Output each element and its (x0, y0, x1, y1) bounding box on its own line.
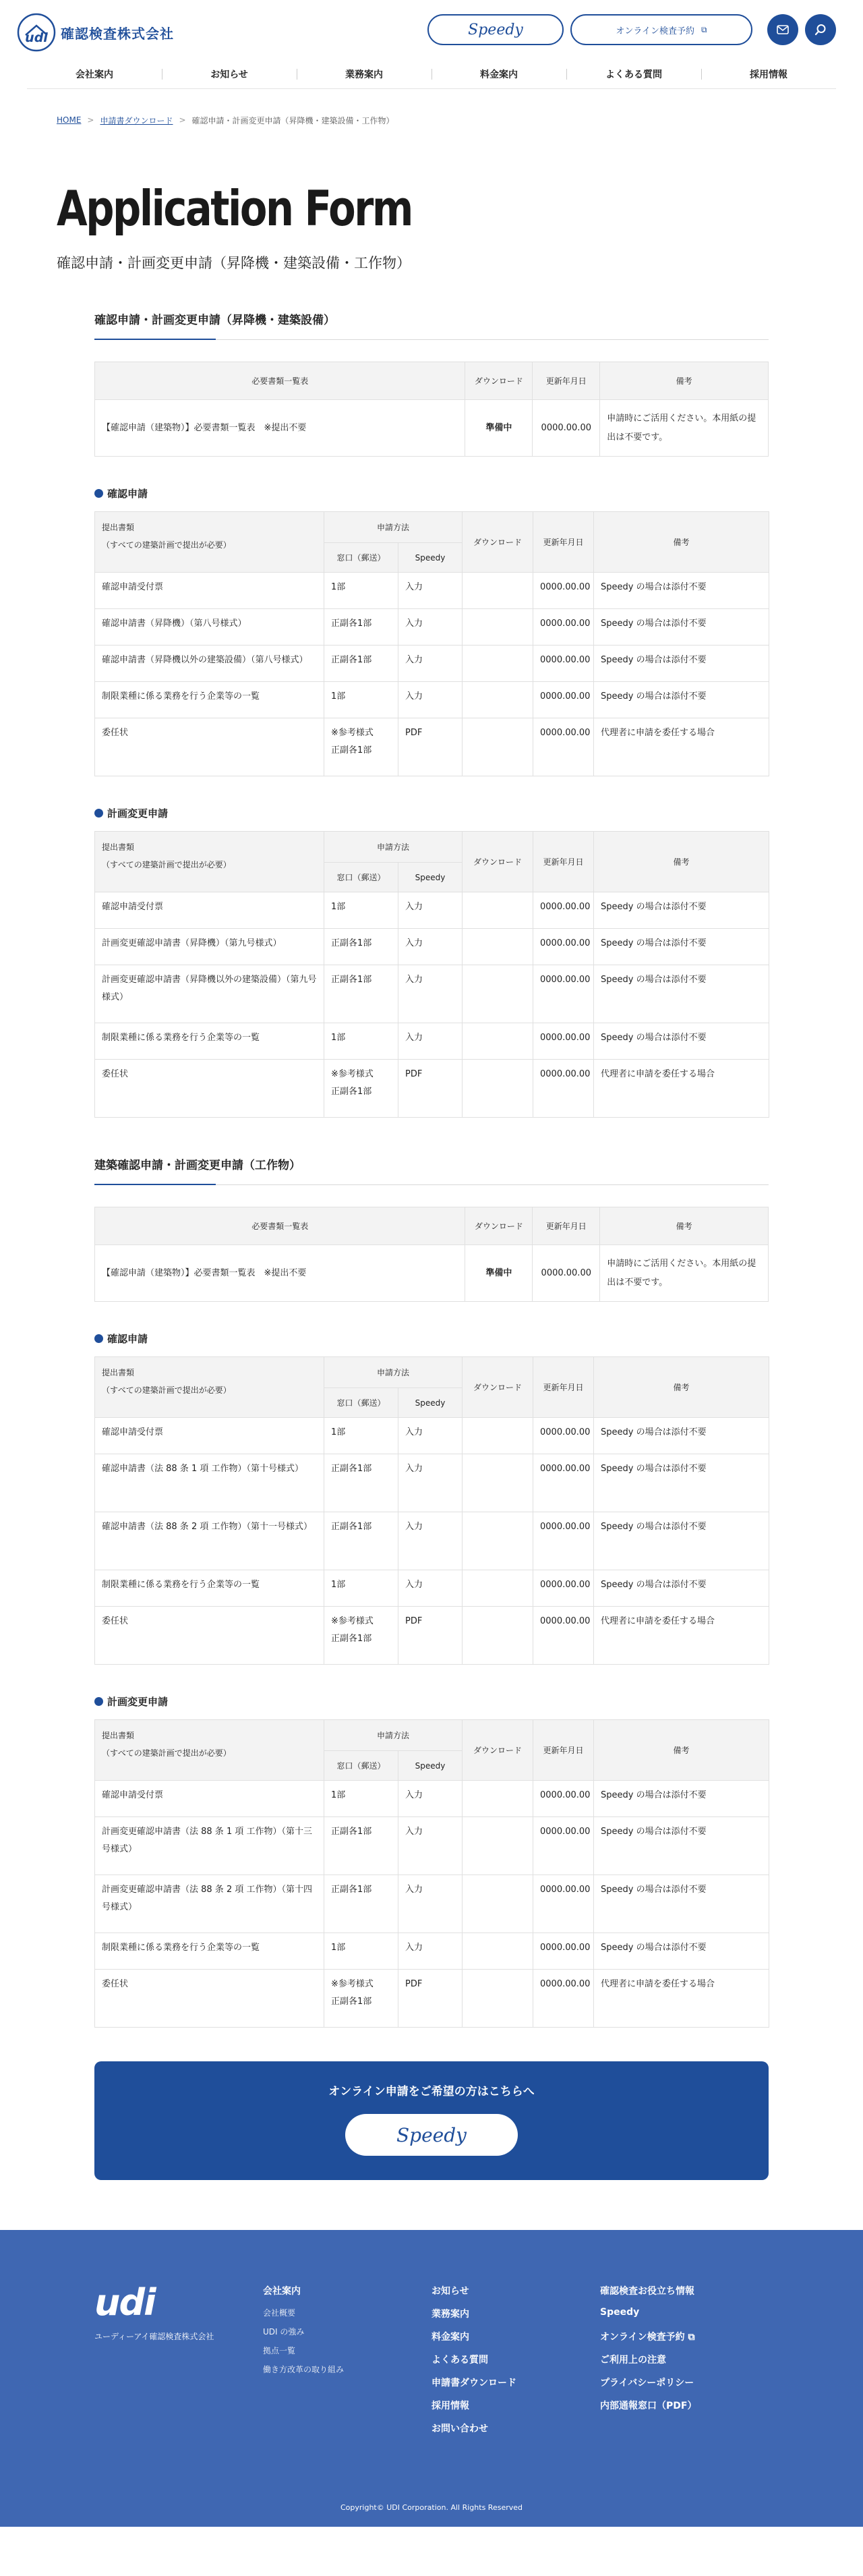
cell-download (463, 929, 533, 965)
cell-download (463, 573, 533, 609)
cell-download (463, 1060, 533, 1118)
cell-speedy: 入力 (398, 1512, 463, 1570)
cell-doc: 確認申請書（法 88 条 1 項 工作物）（第十号様式） (95, 1454, 324, 1512)
cell-doc: 制限業種に係る業務を行う企業等の一覧 (95, 1933, 324, 1970)
footer-col-info (600, 2284, 696, 2422)
cell-note: Speedy の場合は添付不要 (594, 1418, 769, 1454)
cell-window: 1部 (324, 682, 398, 718)
col-header-download: ダウンロード (463, 1357, 533, 1418)
footer-sublink[interactable]: 会社概要 (263, 2308, 296, 2318)
site-header (0, 0, 863, 59)
cell-window: ※参考様式 正副各1部 (324, 1607, 398, 1665)
col-header-speedy: Speedy (398, 1388, 463, 1418)
cell-window: 正副各1部 (324, 609, 398, 646)
cell-window: 正副各1部 (324, 1875, 398, 1933)
cell-date: 0000.00.00 (533, 1781, 594, 1817)
cell-date: 0000.00.00 (533, 573, 594, 609)
cell-window: 1部 (324, 1933, 398, 1970)
cell-date: 0000.00.00 (533, 646, 594, 682)
cell-date: 0000.00.00 (533, 400, 600, 457)
nav-item-news[interactable]: お知らせ (162, 59, 297, 88)
cell-speedy: 入力 (398, 1817, 463, 1875)
cell-note: 代理者に申請を委任する場合 (594, 1970, 769, 2028)
cell-date: 0000.00.00 (533, 1418, 594, 1454)
cell-window: 正副各1部 (324, 929, 398, 965)
cell-window: ※参考様式 正副各1部 (324, 718, 398, 776)
bullet-icon (94, 1697, 103, 1706)
cell-date: 0000.00.00 (533, 1512, 594, 1570)
col-header-method: 申請方法 (324, 1357, 463, 1388)
section-heading: 建築確認申請・計画変更申請（工作物） (94, 1155, 769, 1185)
document-table (94, 1356, 769, 1665)
table-row (95, 1817, 769, 1875)
col-header: 必要書類一覧表 (95, 362, 465, 400)
footer-link[interactable]: 会社案内 (263, 2286, 301, 2297)
footer-link[interactable]: お知らせ (432, 2286, 469, 2297)
footer-link[interactable]: 業務案内 (432, 2309, 469, 2320)
cell-note: Speedy の場合は添付不要 (594, 1023, 769, 1060)
group-heading (94, 1694, 769, 1709)
table-row (95, 718, 769, 776)
cell-speedy: 入力 (398, 1454, 463, 1512)
footer-link[interactable]: お問い合わせ (432, 2424, 488, 2434)
cell-window: 1部 (324, 573, 398, 609)
group-heading-label: 確認申請 (107, 1333, 148, 1345)
cell-note: 申請時にご活用ください。本用紙の提出は不要です。 (600, 1245, 769, 1302)
footer-link[interactable]: よくある質問 (432, 2355, 488, 2366)
logo-company-name: 確認検査株式会社 (61, 25, 174, 42)
col-header-download: ダウンロード (463, 832, 533, 892)
table-header-row (95, 1207, 769, 1245)
cell-window: ※参考様式 正副各1部 (324, 1970, 398, 2028)
col-header-download: ダウンロード (463, 1720, 533, 1781)
cell-note: 代理者に申請を委任する場合 (594, 1607, 769, 1665)
col-header-doc: 提出書類 （すべての建築計画で提出が必要） (95, 1357, 324, 1418)
footer-link[interactable]: 内部通報窓口（PDF） (600, 2401, 697, 2411)
summary-table (94, 362, 769, 457)
cell-speedy: 入力 (398, 1933, 463, 1970)
cell-note: Speedy の場合は添付不要 (594, 609, 769, 646)
cell-speedy: 入力 (398, 1570, 463, 1607)
table-row (95, 1060, 769, 1118)
cell-date: 0000.00.00 (533, 1933, 594, 1970)
cell-doc: 確認申請書（昇降機以外の建築設備）（第八号様式） (95, 646, 324, 682)
cell-download (463, 609, 533, 646)
search-icon (814, 24, 827, 36)
footer-sublink[interactable]: 働き方改革の取り組み (263, 2365, 345, 2374)
table-row (95, 1512, 769, 1570)
col-header-date: 更新年月日 (533, 1357, 594, 1418)
cell-speedy: PDF (398, 1060, 463, 1118)
cell-speedy: 入力 (398, 965, 463, 1023)
section-heading: 確認申請・計画変更申請（昇降機・建築設備） (94, 310, 769, 340)
cell-window: 正副各1部 (324, 1454, 398, 1512)
col-header-window: 窓口（郵送） (324, 1388, 398, 1418)
footer-link-external[interactable] (600, 2330, 696, 2353)
col-header-download: ダウンロード (463, 512, 533, 573)
table-row (95, 1570, 769, 1607)
nav-item-pricing[interactable]: 料金案内 (432, 59, 566, 88)
cell-note: Speedy の場合は添付不要 (594, 1454, 769, 1512)
cta-speedy-button[interactable]: Speedy (345, 2114, 518, 2156)
col-header-speedy: Speedy (398, 863, 463, 892)
col-header: 必要書類一覧表 (95, 1207, 465, 1245)
mail-icon (777, 25, 789, 34)
copyright: Copyright© UDI Corporation. All Rights Reserved (340, 2503, 523, 2512)
cell-download (463, 1781, 533, 1817)
col-header-window: 窓口（郵送） (324, 1751, 398, 1781)
cell-window: 正副各1部 (324, 965, 398, 1023)
cell-download (463, 646, 533, 682)
table-row (95, 573, 769, 609)
cell-window: 1部 (324, 1781, 398, 1817)
cell-doc: 計画変更確認申請書（法 88 条 1 項 工作物）（第十三号様式） (95, 1817, 324, 1875)
table-header-row (95, 1357, 769, 1388)
col-header-window: 窓口（郵送） (324, 863, 398, 892)
table-header-row (95, 832, 769, 863)
col-header: 更新年月日 (533, 362, 600, 400)
external-link-icon: ⧉ (701, 24, 707, 34)
external-link-icon: ⧉ (688, 2332, 695, 2343)
cell-download (463, 892, 533, 929)
site-footer (0, 2230, 863, 2527)
cell-note: Speedy の場合は添付不要 (594, 965, 769, 1023)
col-header-doc: 提出書類 （すべての建築計画で提出が必要） (95, 832, 324, 892)
cell-speedy: 入力 (398, 1418, 463, 1454)
table-header-row (95, 362, 769, 400)
cell-download (463, 1817, 533, 1875)
cell-date: 0000.00.00 (533, 682, 594, 718)
speedy-button[interactable]: Speedy (427, 14, 564, 45)
bullet-icon (94, 1334, 103, 1343)
page-title: Application Form (57, 180, 412, 237)
cell-date: 0000.00.00 (533, 1023, 594, 1060)
col-header: 備考 (600, 362, 769, 400)
cell-date: 0000.00.00 (533, 1245, 600, 1302)
footer-link[interactable]: プライバシーポリシー (600, 2378, 694, 2388)
site-logo[interactable] (16, 12, 174, 53)
online-reservation-label: オンライン検査予約 (616, 26, 695, 36)
col-header-speedy: Speedy (398, 1751, 463, 1781)
nav-item-services[interactable]: 業務案内 (297, 59, 432, 88)
table-row (95, 965, 769, 1023)
udi-logo-icon (16, 12, 57, 53)
col-header: 更新年月日 (533, 1207, 600, 1245)
cell-doc: 委任状 (95, 718, 324, 776)
cell-note: Speedy の場合は添付不要 (594, 929, 769, 965)
group-heading (94, 1332, 769, 1346)
table-row (95, 1781, 769, 1817)
cell-doc: 確認申請受付票 (95, 892, 324, 929)
col-header-method: 申請方法 (324, 832, 463, 863)
cell-window: 1部 (324, 1570, 398, 1607)
cell-date: 0000.00.00 (533, 929, 594, 965)
main-content (94, 310, 769, 2028)
nav-item-company[interactable]: 会社案内 (76, 69, 113, 80)
breadcrumb-current: 確認申請・計画変更申請（昇降機・建築設備・工作物） (191, 115, 394, 125)
cell-doc: 計画変更確認申請書（昇降機）（第九号様式） (95, 929, 324, 965)
table-row (95, 1245, 769, 1302)
col-header-date: 更新年月日 (533, 1720, 594, 1781)
online-reservation-button[interactable] (570, 14, 752, 45)
col-header-note: 備考 (594, 1720, 769, 1781)
cell-speedy: 入力 (398, 929, 463, 965)
col-header-doc: 提出書類 （すべての建築計画で提出が必要） (95, 512, 324, 573)
cell-doc: 確認申請受付票 (95, 1781, 324, 1817)
col-header-doc: 提出書類 （すべての建築計画で提出が必要） (95, 1720, 324, 1781)
cell-date: 0000.00.00 (533, 1060, 594, 1118)
col-header-note: 備考 (594, 1357, 769, 1418)
group-heading-label: 確認申請 (107, 488, 148, 500)
cell-date: 0000.00.00 (533, 1454, 594, 1512)
cell-doc: 制限業種に係る業務を行う企業等の一覧 (95, 1570, 324, 1607)
col-header-method: 申請方法 (324, 1720, 463, 1751)
cell-doc: 確認申請受付票 (95, 1418, 324, 1454)
cell-download (463, 965, 533, 1023)
download-status: 準備中 (465, 1245, 533, 1302)
cell-doc: 確認申請書（昇降機）（第八号様式） (95, 609, 324, 646)
document-table (94, 831, 769, 1118)
footer-company-name: ユーディーアイ確認検査株式会社 (94, 2332, 214, 2341)
col-header-note: 備考 (594, 832, 769, 892)
col-header: ダウンロード (465, 362, 533, 400)
global-nav (27, 59, 836, 89)
online-application-cta (94, 2061, 769, 2180)
cell-doc: 委任状 (95, 1970, 324, 2028)
table-row (95, 1023, 769, 1060)
mail-button[interactable] (767, 14, 798, 45)
cell-download (463, 1607, 533, 1665)
cell-date: 0000.00.00 (533, 892, 594, 929)
cell-window: 正副各1部 (324, 1817, 398, 1875)
cell-window: 1部 (324, 1023, 398, 1060)
group-heading-label: 計画変更申請 (107, 1696, 169, 1708)
breadcrumb-separator: > (179, 115, 186, 125)
cell-date: 0000.00.00 (533, 609, 594, 646)
cell-download (463, 1512, 533, 1570)
cell-note: Speedy の場合は添付不要 (594, 1512, 769, 1570)
cell-window: 1部 (324, 892, 398, 929)
table-row (95, 929, 769, 965)
cell-note: Speedy の場合は添付不要 (594, 573, 769, 609)
page-subtitle: 確認申請・計画変更申請（昇降機・建築設備・工作物） (57, 255, 411, 271)
cell-doc: 委任状 (95, 1607, 324, 1665)
footer-udi-logo-icon: udi (94, 2281, 155, 2324)
footer-link[interactable]: 申請書ダウンロード (432, 2378, 516, 2388)
footer-logo[interactable] (94, 2281, 214, 2342)
cell-download (463, 718, 533, 776)
nav-item-faq[interactable]: よくある質問 (566, 59, 701, 88)
cell-note: Speedy の場合は添付不要 (594, 1933, 769, 1970)
cell-date: 0000.00.00 (533, 1817, 594, 1875)
col-header-note: 備考 (594, 512, 769, 573)
footer-sublink[interactable]: UDI の強み (263, 2327, 305, 2337)
cell-window: 正副各1部 (324, 646, 398, 682)
table-row (95, 1970, 769, 2028)
cell-doc: 【確認申請（建築物）】必要書類一覧表 ※提出不要 (95, 1245, 465, 1302)
group-heading (94, 486, 769, 500)
cell-doc: 制限業種に係る業務を行う企業等の一覧 (95, 682, 324, 718)
col-header: 備考 (600, 1207, 769, 1245)
breadcrumb-separator: > (87, 115, 94, 125)
cell-doc: 【確認申請（建築物）】必要書類一覧表 ※提出不要 (95, 400, 465, 457)
table-row (95, 892, 769, 929)
cell-note: 代理者に申請を委任する場合 (594, 718, 769, 776)
cell-download (463, 1875, 533, 1933)
cell-speedy: 入力 (398, 892, 463, 929)
col-header: ダウンロード (465, 1207, 533, 1245)
footer-link[interactable]: 確認検査お役立ち情報 (600, 2286, 694, 2297)
cell-note: Speedy の場合は添付不要 (594, 1570, 769, 1607)
table-header-row (95, 512, 769, 543)
cell-doc: 委任状 (95, 1060, 324, 1118)
col-header-date: 更新年月日 (533, 832, 594, 892)
cell-doc: 計画変更確認申請書（法 88 条 2 項 工作物）（第十四号様式） (95, 1875, 324, 1933)
svg-text:udi: udi (25, 30, 48, 45)
col-header-date: 更新年月日 (533, 512, 594, 573)
cell-note: Speedy の場合は添付不要 (594, 682, 769, 718)
cell-window: ※参考様式 正副各1部 (324, 1060, 398, 1118)
cell-date: 0000.00.00 (533, 1970, 594, 2028)
cell-download (463, 1418, 533, 1454)
bullet-icon (94, 809, 103, 818)
cell-note: Speedy の場合は添付不要 (594, 1817, 769, 1875)
breadcrumb (57, 113, 863, 127)
download-status: 準備中 (465, 400, 533, 457)
summary-table (94, 1207, 769, 1302)
cell-date: 0000.00.00 (533, 1607, 594, 1665)
cell-note: Speedy の場合は添付不要 (594, 1875, 769, 1933)
cell-speedy: PDF (398, 1970, 463, 2028)
cell-speedy: 入力 (398, 1781, 463, 1817)
cell-download (463, 1454, 533, 1512)
cell-note: Speedy の場合は添付不要 (594, 892, 769, 929)
footer-link[interactable]: 料金案内 (432, 2332, 469, 2343)
cell-date: 0000.00.00 (533, 1875, 594, 1933)
cell-speedy: PDF (398, 1607, 463, 1665)
group-heading (94, 806, 769, 820)
cell-speedy: 入力 (398, 1023, 463, 1060)
table-header-row (95, 1720, 769, 1751)
table-row (95, 609, 769, 646)
search-button[interactable] (805, 14, 836, 45)
document-table (94, 511, 769, 776)
cell-note: Speedy の場合は添付不要 (594, 646, 769, 682)
cell-window: 正副各1部 (324, 1512, 398, 1570)
footer-link[interactable]: 採用情報 (432, 2401, 469, 2411)
cell-date: 0000.00.00 (533, 718, 594, 776)
col-header-method: 申請方法 (324, 512, 463, 543)
cell-note: 代理者に申請を委任する場合 (594, 1060, 769, 1118)
cell-download (463, 682, 533, 718)
nav-item-recruit[interactable]: 採用情報 (701, 59, 836, 88)
table-row (95, 1454, 769, 1512)
cell-speedy: PDF (398, 718, 463, 776)
cell-speedy: 入力 (398, 1875, 463, 1933)
cell-download (463, 1933, 533, 1970)
cell-download (463, 1570, 533, 1607)
table-row (95, 646, 769, 682)
table-row (95, 1933, 769, 1970)
group-heading-label: 計画変更申請 (107, 807, 169, 820)
footer-link-label: オンライン検査予約 (600, 2332, 685, 2343)
footer-link[interactable]: Speedy (600, 2307, 640, 2318)
document-table (94, 1719, 769, 2028)
col-header-speedy: Speedy (398, 543, 463, 573)
footer-sublink[interactable]: 拠点一覧 (263, 2346, 296, 2355)
table-row (95, 400, 769, 457)
cell-doc: 確認申請受付票 (95, 573, 324, 609)
header-actions (427, 14, 836, 45)
cell-date: 0000.00.00 (533, 1570, 594, 1607)
table-row (95, 1607, 769, 1665)
cell-note: Speedy の場合は添付不要 (594, 1781, 769, 1817)
cell-doc: 制限業種に係る業務を行う企業等の一覧 (95, 1023, 324, 1060)
cell-download (463, 1970, 533, 2028)
breadcrumb-home[interactable]: HOME (57, 115, 82, 125)
cell-note: 申請時にご活用ください。本用紙の提出は不要です。 (600, 400, 769, 457)
cell-doc: 計画変更確認申請書（昇降機以外の建築設備）（第九号様式） (95, 965, 324, 1023)
table-row (95, 1418, 769, 1454)
cell-speedy: 入力 (398, 682, 463, 718)
cell-speedy: 入力 (398, 646, 463, 682)
footer-link[interactable]: ご利用上の注意 (600, 2355, 666, 2366)
cell-speedy: 入力 (398, 573, 463, 609)
table-row (95, 682, 769, 718)
cell-speedy: 入力 (398, 609, 463, 646)
table-row (95, 1875, 769, 1933)
col-header-window: 窓口（郵送） (324, 543, 398, 573)
cta-wrapper (94, 2061, 769, 2180)
cell-download (463, 1023, 533, 1060)
cell-date: 0000.00.00 (533, 965, 594, 1023)
footer-col-company (263, 2284, 344, 2382)
cell-doc: 確認申請書（法 88 条 2 項 工作物）（第十一号様式） (95, 1512, 324, 1570)
footer-col-main (432, 2284, 516, 2444)
cta-text: オンライン申請をご希望の方はこちらへ (328, 2085, 535, 2098)
bullet-icon (94, 489, 103, 498)
breadcrumb-download[interactable]: 申請書ダウンロード (100, 115, 173, 125)
cell-window: 1部 (324, 1418, 398, 1454)
